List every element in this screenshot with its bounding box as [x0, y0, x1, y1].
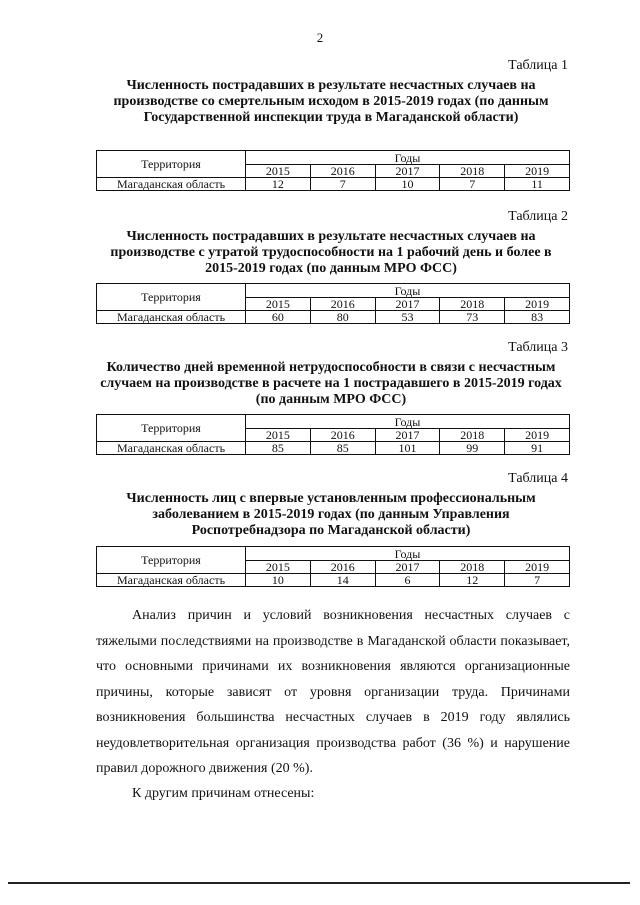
other-causes-paragraph-text: К другим причинам отнесены:: [132, 786, 315, 801]
table-2: [96, 283, 570, 324]
years-header: Годы: [246, 284, 570, 298]
year-cell: 2016: [310, 298, 375, 311]
table-3-heading: Количество дней временной нетрудоспособности в связи с несчастным случаем на производстве в расчете на 1 пострадавшего в 2015-2019 годах (по данным МРО ФСС): [100, 360, 562, 407]
value-cell: 83: [505, 311, 570, 324]
year-cell: 2016: [310, 561, 375, 574]
year-cell: 2018: [440, 561, 505, 574]
territory-header: Территория: [97, 151, 246, 178]
table-2-label: Таблица 2: [508, 209, 568, 224]
year-cell: 2018: [440, 298, 505, 311]
table-3: [96, 414, 570, 455]
value-cell: 85: [310, 442, 375, 455]
value-cell: 7: [505, 574, 570, 587]
value-cell: 12: [246, 178, 311, 191]
year-cell: 2018: [440, 165, 505, 178]
value-cell: 6: [375, 574, 440, 587]
year-cell: 2015: [246, 165, 311, 178]
year-cell: 2017: [375, 561, 440, 574]
year-cell: 2015: [246, 429, 311, 442]
analysis-paragraph-text: Анализ причин и условий возникновения несчастных случаев с тяжелыми последствиями на производстве в Магаданской области показывает, что основными причинами их возникновения являются организационные причины, которые зависят от уровня организации труда. Причинами возникновения большинства несчастных случаев в 2019 году являлись неудовлетворительная организация производства работ (36 %) и нарушение правил дорожного движения (20 %).: [96, 608, 570, 776]
value-cell: 12: [440, 574, 505, 587]
bottom-rule: [8, 882, 630, 884]
table-4: [96, 546, 570, 587]
value-cell: 53: [375, 311, 440, 324]
year-cell: 2017: [375, 298, 440, 311]
value-cell: 10: [375, 178, 440, 191]
value-cell: 7: [310, 178, 375, 191]
years-header: Годы: [246, 415, 570, 429]
table-2-heading: Численность пострадавших в результате несчастных случаев на производстве с утратой трудоспособности на 1 рабочий день и более в 2015-2019 годах (по данным МРО ФСС): [110, 229, 552, 276]
years-header: Годы: [246, 547, 570, 561]
value-cell: 7: [440, 178, 505, 191]
value-cell: 91: [505, 442, 570, 455]
year-cell: 2018: [440, 429, 505, 442]
value-cell: 14: [310, 574, 375, 587]
year-cell: 2019: [505, 298, 570, 311]
year-cell: 2015: [246, 298, 311, 311]
region-cell: Магаданская область: [97, 311, 246, 324]
value-cell: 73: [440, 311, 505, 324]
table-4-label: Таблица 4: [508, 471, 568, 486]
territory-header: Территория: [97, 415, 246, 442]
value-cell: 60: [246, 311, 311, 324]
value-cell: 11: [505, 178, 570, 191]
years-header: Годы: [246, 151, 570, 165]
page-number: 2: [316, 30, 324, 45]
analysis-paragraph: [96, 603, 570, 782]
year-cell: 2017: [375, 429, 440, 442]
other-causes-paragraph: [96, 781, 570, 807]
territory-header: Территория: [97, 547, 246, 574]
year-cell: 2019: [505, 561, 570, 574]
table-1-label: Таблица 1: [508, 58, 568, 73]
table-1: [96, 150, 570, 191]
region-cell: Магаданская область: [97, 178, 246, 191]
year-cell: 2019: [505, 165, 570, 178]
region-cell: Магаданская область: [97, 574, 246, 587]
value-cell: 85: [246, 442, 311, 455]
value-cell: 10: [246, 574, 311, 587]
year-cell: 2019: [505, 429, 570, 442]
table-1-heading: Численность пострадавших в результате несчастных случаев на производстве со смертельным исходом в 2015-2019 годах (по данным Государственной инспекции труда в Магаданской области): [113, 78, 549, 125]
year-cell: 2015: [246, 561, 311, 574]
value-cell: 80: [310, 311, 375, 324]
table-3-label: Таблица 3: [508, 340, 568, 355]
territory-header: Территория: [97, 284, 246, 311]
year-cell: 2016: [310, 165, 375, 178]
value-cell: 101: [375, 442, 440, 455]
year-cell: 2016: [310, 429, 375, 442]
value-cell: 99: [440, 442, 505, 455]
region-cell: Магаданская область: [97, 442, 246, 455]
table-4-heading: Численность лиц с впервые установленным профессиональным заболеванием в 2015-2019 годах (по данным Управления Роспотребнадзора по Магаданской области): [126, 491, 536, 538]
year-cell: 2017: [375, 165, 440, 178]
